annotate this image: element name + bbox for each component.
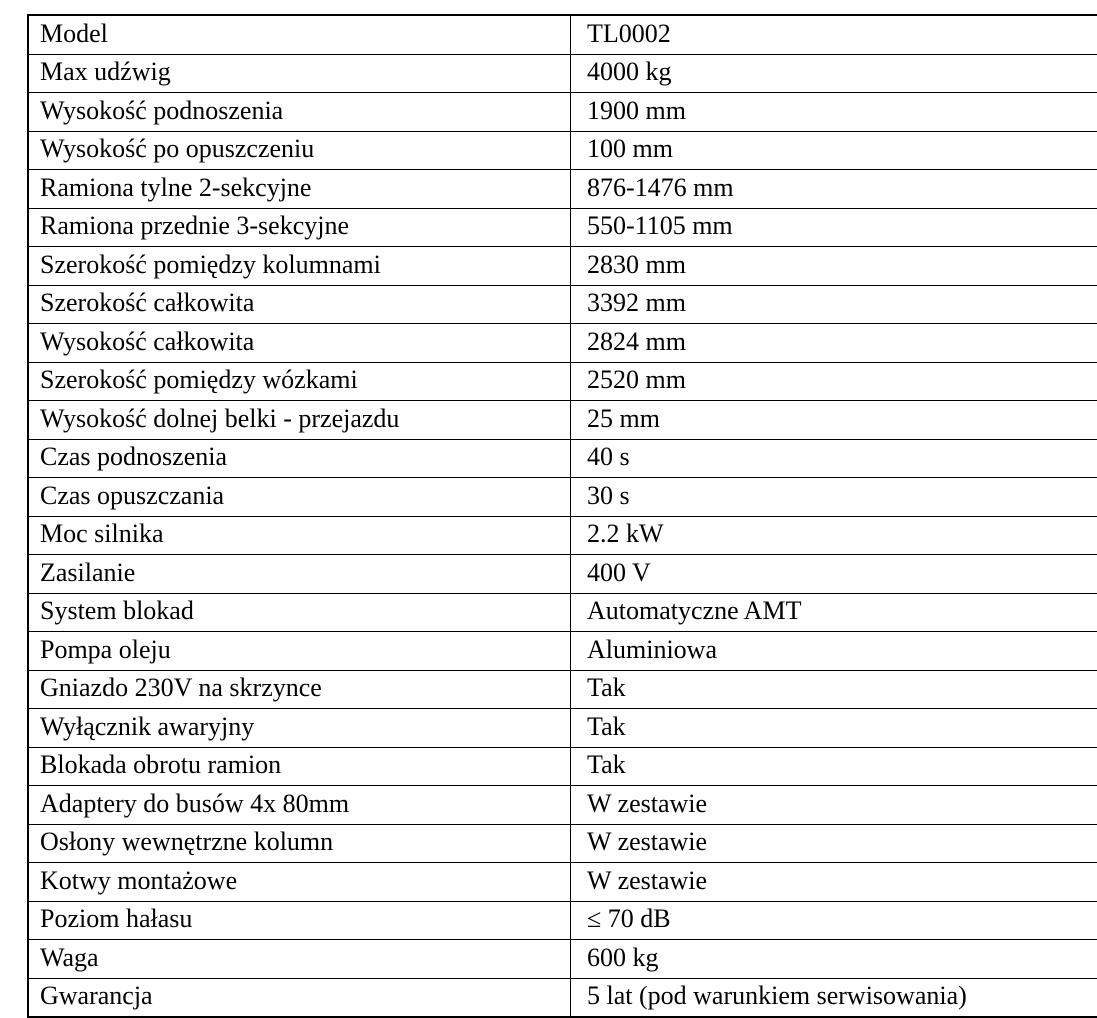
spec-value: Aluminiowa [571, 632, 1097, 671]
spec-label: Model [28, 15, 571, 54]
spec-label: Poziom hałasu [28, 901, 571, 940]
spec-label: Czas podnoszenia [28, 439, 571, 478]
spec-label: Waga [28, 940, 571, 979]
spec-value: 100 mm [571, 131, 1097, 170]
table-row [28, 54, 1097, 93]
table-row [28, 15, 1097, 54]
spec-value: 40 s [571, 439, 1097, 478]
spec-value: 600 kg [571, 940, 1097, 979]
spec-value: W zestawie [571, 863, 1097, 902]
table-row [28, 978, 1097, 1017]
spec-label: Szerokość pomiędzy kolumnami [28, 247, 571, 286]
spec-label: Szerokość pomiędzy wózkami [28, 362, 571, 401]
spec-value: 550-1105 mm [571, 208, 1097, 247]
spec-value: Automatyczne AMT [571, 593, 1097, 632]
table-row [28, 670, 1097, 709]
spec-label: Ramiona przednie 3-sekcyjne [28, 208, 571, 247]
spec-value: 400 V [571, 555, 1097, 594]
spec-label: Wysokość dolnej belki - przejazdu [28, 401, 571, 440]
table-row [28, 362, 1097, 401]
spec-value: W zestawie [571, 824, 1097, 863]
table-row [28, 170, 1097, 209]
table-row [28, 709, 1097, 748]
spec-value: 2830 mm [571, 247, 1097, 286]
table-row [28, 478, 1097, 517]
table-row [28, 401, 1097, 440]
table-row [28, 863, 1097, 902]
spec-value: TL0002 [571, 15, 1097, 54]
table-row [28, 131, 1097, 170]
spec-label: Adaptery do busów 4x 80mm [28, 786, 571, 825]
spec-value: 2520 mm [571, 362, 1097, 401]
table-row [28, 824, 1097, 863]
spec-label: Wysokość po opuszczeniu [28, 131, 571, 170]
spec-label: Szerokość całkowita [28, 285, 571, 324]
table-row [28, 555, 1097, 594]
spec-table-body [28, 15, 1097, 1017]
spec-value: 4000 kg [571, 54, 1097, 93]
table-row [28, 747, 1097, 786]
spec-value: 25 mm [571, 401, 1097, 440]
spec-value: Tak [571, 709, 1097, 748]
spec-table [27, 14, 1097, 1018]
spec-label: Wysokość całkowita [28, 324, 571, 363]
table-row [28, 786, 1097, 825]
table-row [28, 940, 1097, 979]
table-row [28, 247, 1097, 286]
spec-value: ≤ 70 dB [571, 901, 1097, 940]
table-row [28, 208, 1097, 247]
spec-label: Czas opuszczania [28, 478, 571, 517]
spec-label: Gniazdo 230V na skrzynce [28, 670, 571, 709]
spec-label: Wysokość podnoszenia [28, 93, 571, 132]
spec-label: Moc silnika [28, 516, 571, 555]
spec-label: Pompa oleju [28, 632, 571, 671]
spec-label: Ramiona tylne 2-sekcyjne [28, 170, 571, 209]
spec-label: Gwarancja [28, 978, 571, 1017]
spec-value: 2.2 kW [571, 516, 1097, 555]
table-row [28, 439, 1097, 478]
spec-label: Kotwy montażowe [28, 863, 571, 902]
spec-label: Osłony wewnętrzne kolumn [28, 824, 571, 863]
spec-value: Tak [571, 670, 1097, 709]
spec-value: 30 s [571, 478, 1097, 517]
spec-value: 5 lat (pod warunkiem serwisowania) [571, 978, 1097, 1017]
spec-label: Zasilanie [28, 555, 571, 594]
table-row [28, 93, 1097, 132]
spec-value: Tak [571, 747, 1097, 786]
table-row [28, 632, 1097, 671]
spec-value: 876-1476 mm [571, 170, 1097, 209]
spec-label: Blokada obrotu ramion [28, 747, 571, 786]
spec-value: 3392 mm [571, 285, 1097, 324]
spec-value: W zestawie [571, 786, 1097, 825]
table-row [28, 285, 1097, 324]
spec-label: System blokad [28, 593, 571, 632]
spec-value: 1900 mm [571, 93, 1097, 132]
table-row [28, 593, 1097, 632]
spec-label: Wyłącznik awaryjny [28, 709, 571, 748]
table-row [28, 516, 1097, 555]
table-row [28, 901, 1097, 940]
spec-value: 2824 mm [571, 324, 1097, 363]
spec-label: Max udźwig [28, 54, 571, 93]
table-row [28, 324, 1097, 363]
